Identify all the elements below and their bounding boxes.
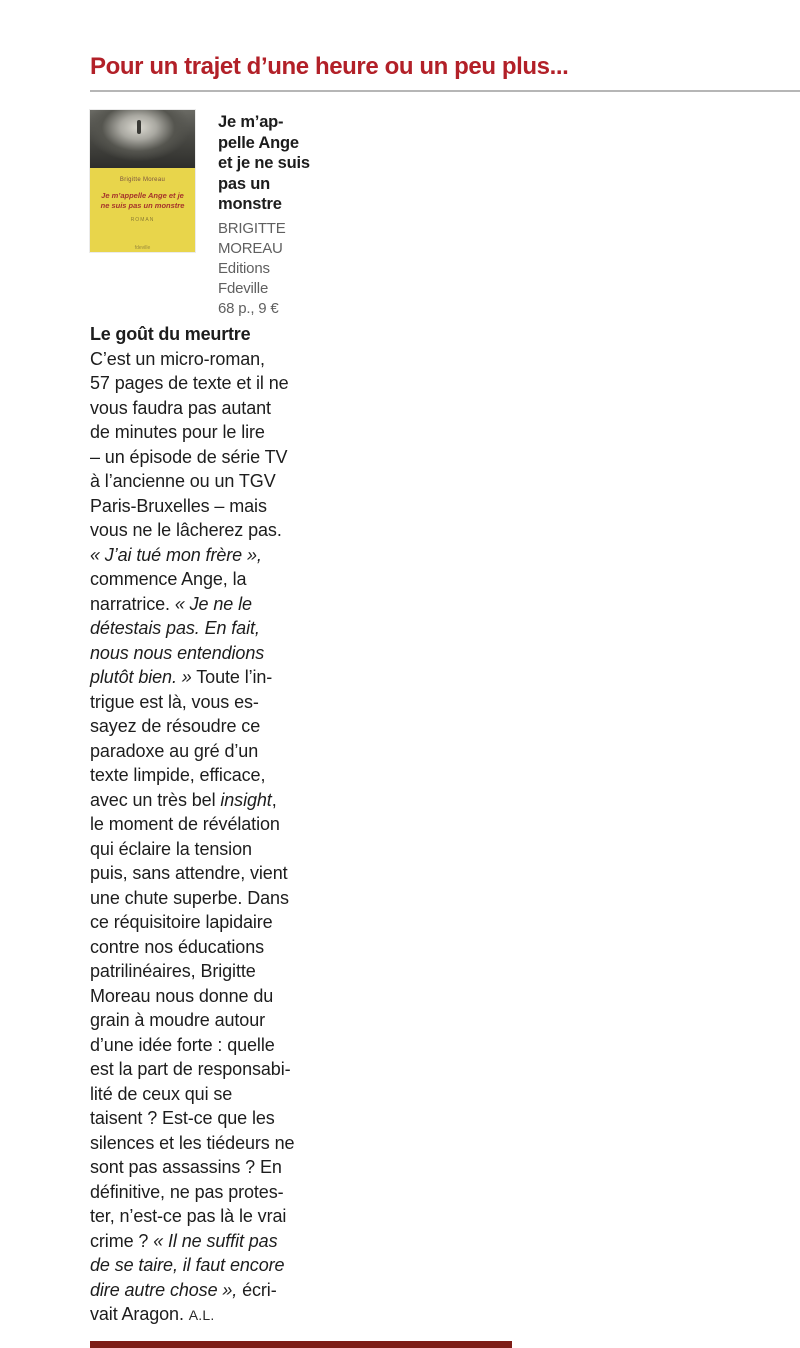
- review-line: d’une idée forte : quelle: [90, 1034, 275, 1055]
- review-line: dire autre chose », écri-: [90, 1279, 277, 1300]
- review-line: trigue est là, vous es-: [90, 691, 259, 712]
- section-rule: [90, 90, 800, 92]
- book-title: [218, 112, 310, 215]
- book-pages-price: 68 p., 9 €: [218, 299, 279, 317]
- review-line: plutôt bien. » Toute l’in-: [90, 667, 273, 687]
- review-line: paradoxe au gré d’un: [90, 740, 259, 761]
- text-line: pelle Ange: [218, 133, 299, 152]
- review-line: « J’ai tué mon frère »,: [90, 544, 262, 565]
- review-line: grain à moudre autour: [90, 1010, 266, 1030]
- book-meta: [218, 219, 310, 319]
- text-line: BRIGITTE: [218, 219, 286, 237]
- book-cover-image: [90, 110, 195, 252]
- cover-title-text: Je m’appelle Ange et je ne suis pas un monstre: [100, 191, 185, 211]
- book-author: [218, 219, 310, 259]
- text-line: Editions: [218, 259, 270, 277]
- review-line: de minutes pour le lire: [90, 422, 265, 442]
- review-line: qui éclaire la tension: [90, 838, 252, 859]
- cover-figure-silhouette: [137, 120, 141, 134]
- review-line: vait Aragon. A.L.: [90, 1304, 215, 1324]
- review-line: crime ? « Il ne suffit pas: [90, 1230, 278, 1251]
- cover-publisher-mark: fdeville: [134, 245, 151, 252]
- review-line: patrilinéaires, Brigitte: [90, 961, 256, 981]
- book-publisher: [218, 259, 310, 299]
- review-line: C’est un micro-roman,: [90, 348, 265, 369]
- review-line: commence Ange, la: [90, 569, 247, 589]
- review-line: taisent ? Est-ce que les: [90, 1108, 275, 1128]
- review-line: silences et les tiédeurs ne: [90, 1132, 295, 1153]
- book-row: [90, 110, 310, 319]
- review-line: est la part de responsabi-: [90, 1059, 291, 1079]
- cover-photo: [90, 110, 195, 168]
- review-line: ce réquisitoire lapidaire: [90, 912, 273, 932]
- cover-author-name: Brigitte Moreau: [119, 177, 166, 183]
- cover-lower-panel: [90, 168, 195, 252]
- review-line: définitive, ne pas protes-: [90, 1181, 284, 1202]
- review-line: détestais pas. En fait,: [90, 618, 260, 638]
- text-line: et je ne suis: [218, 154, 310, 173]
- review-line: vous faudra pas autant: [90, 397, 271, 418]
- text-line: Fdeville: [218, 279, 269, 297]
- review-line: 57 pages de texte et il ne: [90, 373, 289, 393]
- next-section-band: [90, 1341, 512, 1348]
- text-line: monstre: [218, 195, 282, 214]
- section-title: Pour un trajet d’une heure ou un peu plus...: [90, 53, 569, 80]
- review-line: de se taire, il faut encore: [90, 1255, 285, 1275]
- review-line: vous ne le lâcherez pas.: [90, 520, 282, 540]
- review-line: sont pas assassins ? En: [90, 1157, 282, 1177]
- review-line: sayez de résoudre ce: [90, 716, 261, 736]
- review-body: [90, 322, 350, 1328]
- review-line: avec un très bel insight,: [90, 789, 277, 810]
- review-line: lité de ceux qui se: [90, 1083, 233, 1104]
- review-line: narratrice. « Je ne le: [90, 593, 252, 614]
- book-info: [218, 110, 310, 319]
- review-line: une chute superbe. Dans: [90, 887, 289, 908]
- text-line: MOREAU: [218, 239, 283, 257]
- text-line: Je m’ap-: [218, 113, 284, 131]
- review-line: Paris-Bruxelles – mais: [90, 495, 267, 516]
- review-line: à l’ancienne ou un TGV: [90, 471, 276, 491]
- cover-genre-label: ROMAN: [130, 217, 155, 224]
- review-line: nous nous entendions: [90, 642, 265, 663]
- review-line: le moment de révélation: [90, 814, 280, 834]
- review-line: texte limpide, efficace,: [90, 765, 266, 785]
- review-line: Le goût du meurtre: [90, 324, 251, 344]
- review-line: puis, sans attendre, vient: [90, 863, 288, 883]
- review-line: Moreau nous donne du: [90, 985, 274, 1006]
- review-line: contre nos éducations: [90, 936, 265, 957]
- review-line: – un épisode de série TV: [90, 446, 288, 467]
- section-header: [90, 52, 800, 92]
- text-line: pas un: [218, 174, 270, 193]
- review-line: ter, n’est-ce pas là le vrai: [90, 1206, 287, 1226]
